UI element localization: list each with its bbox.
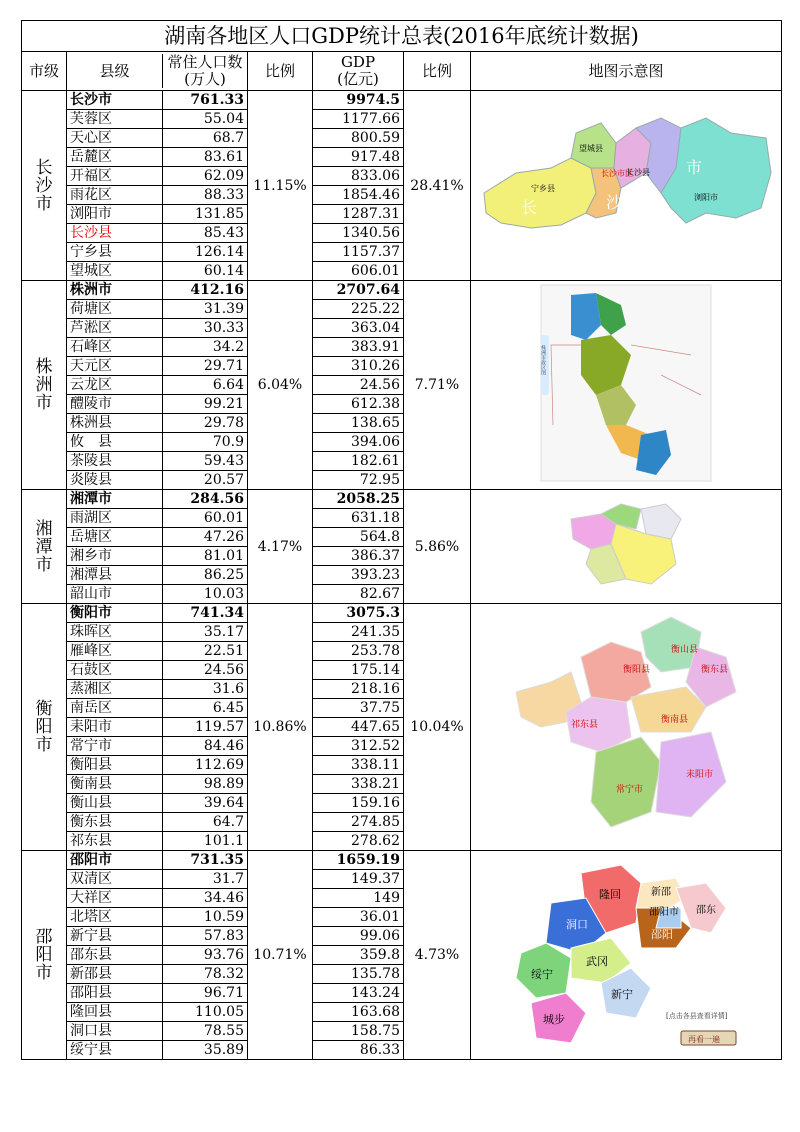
population-value: 59.43 [163, 452, 248, 470]
county-name: 邵阳县 [70, 985, 112, 1001]
map-image [471, 490, 782, 604]
population-value: 57.83 [163, 927, 248, 945]
gdp-value: 149 [313, 889, 404, 908]
county-population-cell [67, 186, 248, 205]
header-gdp-line1: GDP [340, 53, 376, 71]
county-name: 湘潭市 [70, 491, 112, 507]
population-value: 34.2 [163, 338, 248, 356]
population-value: 24.56 [163, 661, 248, 679]
gdp-value: 363.04 [313, 319, 404, 338]
header-city: 市级 [22, 52, 67, 91]
population-value: 22.51 [163, 642, 248, 660]
county-population-cell [67, 91, 248, 110]
population-value: 99.21 [163, 395, 248, 413]
gdp-value: 86.33 [313, 1041, 404, 1060]
gdp-value: 338.21 [313, 775, 404, 794]
county-name: 珠晖区 [70, 624, 112, 640]
county-name: 长沙县 [70, 225, 112, 241]
gdp-value: 2058.25 [313, 490, 404, 509]
population-value: 70.9 [163, 433, 248, 451]
gdp-value: 218.16 [313, 680, 404, 699]
population-value: 31.39 [163, 300, 248, 318]
county-population-cell [67, 623, 248, 642]
city-char: 株 [35, 357, 53, 377]
county-population-cell [67, 832, 248, 851]
county-population-cell [67, 1041, 248, 1060]
gdp-value: 393.23 [313, 566, 404, 585]
county-population-cell [67, 680, 248, 699]
gdp-value: 72.95 [313, 471, 404, 490]
gdp-ratio: 4.73% [404, 851, 471, 1060]
gdp-ratio: 7.71% [404, 281, 471, 490]
city-char: 阳 [35, 717, 53, 737]
gdp-value: 149.37 [313, 870, 404, 889]
county-name: 湘潭县 [70, 567, 112, 583]
county-population-cell [67, 490, 248, 509]
county-name: 北塔区 [70, 909, 112, 925]
county-population-cell [67, 433, 248, 452]
county-name: 蒸湘区 [70, 681, 112, 697]
population-value: 110.05 [163, 1003, 248, 1021]
map-label: 城步 [543, 1012, 566, 1026]
city-char: 阳 [35, 945, 53, 965]
gdp-value: 225.22 [313, 300, 404, 319]
map-label: 新宁 [611, 987, 634, 1001]
gdp-value: 447.65 [313, 718, 404, 737]
county-name: 浏阳市 [70, 206, 112, 222]
zhuzhou-map [541, 285, 711, 481]
population-value: 29.71 [163, 357, 248, 375]
county-population-cell [67, 699, 248, 718]
header-county [67, 52, 248, 91]
gdp-value: 631.18 [313, 509, 404, 528]
map-label: 长 [521, 198, 538, 217]
population-value: 126.14 [163, 243, 248, 261]
county-name: 开福区 [70, 168, 112, 184]
gdp-value: 278.62 [313, 832, 404, 851]
map-label: 邵阳市 [649, 906, 680, 918]
gdp-ratio: 10.04% [404, 604, 471, 851]
population-value: 412.16 [163, 281, 248, 299]
county-population-cell [67, 300, 248, 319]
county-name: 茶陵县 [70, 453, 112, 469]
gdp-value: 833.06 [313, 167, 404, 186]
city-char: 衡 [35, 699, 53, 719]
population-value: 93.76 [163, 946, 248, 964]
map-label: 绥宁 [531, 967, 554, 981]
county-name: 绥宁县 [70, 1042, 112, 1058]
county-name: 大祥区 [70, 890, 112, 906]
population-value: 284.56 [163, 490, 248, 508]
gdp-value: 1340.56 [313, 224, 404, 243]
county-population-cell [67, 224, 248, 243]
county-name: 株洲市 [70, 282, 112, 298]
changsha-map [476, 113, 776, 253]
gdp-value: 135.78 [313, 965, 404, 984]
population-value: 30.33 [163, 319, 248, 337]
population-value: 29.78 [163, 414, 248, 432]
population-value: 47.26 [163, 528, 248, 546]
county-name: 新邵县 [70, 966, 112, 982]
gdp-value: 9974.5 [313, 91, 404, 110]
table-row [22, 91, 782, 110]
county-population-cell [67, 737, 248, 756]
header-map: 地图示意图 [471, 52, 782, 91]
county-name: 湘乡市 [70, 548, 112, 564]
gdp-value: 24.56 [313, 376, 404, 395]
gdp-value: 163.68 [313, 1003, 404, 1022]
population-value: 98.89 [163, 775, 248, 793]
county-name: 长沙市 [70, 92, 112, 108]
county-name: 醴陵市 [70, 396, 112, 412]
map-label: 常宁市 [616, 785, 644, 795]
county-population-cell [67, 414, 248, 433]
hengyang-map [511, 612, 741, 837]
gdp-value: 1177.66 [313, 110, 404, 129]
population-value: 81.01 [163, 547, 248, 565]
map-image [471, 281, 782, 490]
county-name: 衡山县 [70, 795, 112, 811]
table-row [22, 490, 782, 509]
county-population-cell [67, 205, 248, 224]
city-name [22, 604, 67, 851]
gdp-value: 99.06 [313, 927, 404, 946]
population-value: 35.89 [163, 1041, 248, 1059]
gdp-value: 2707.64 [313, 281, 404, 300]
map-label: 浏阳市 [694, 193, 719, 202]
map-label: 衡南县 [661, 715, 689, 725]
map-caption: [点击各县查看详情] [666, 1011, 728, 1020]
population-value: 119.57 [163, 718, 248, 736]
county-population-cell [67, 604, 248, 623]
county-name: 韶山市 [70, 586, 112, 602]
county-name: 衡南县 [70, 776, 112, 792]
gdp-value: 175.14 [313, 661, 404, 680]
population-value: 6.64 [163, 376, 248, 394]
city-name [22, 851, 67, 1060]
county-population-cell [67, 167, 248, 186]
county-name: 邵东县 [70, 947, 112, 963]
gdp-value: 182.61 [313, 452, 404, 471]
gdp-value: 1157.37 [313, 243, 404, 262]
county-name: 株洲县 [70, 415, 112, 431]
county-name: 耒阳市 [70, 719, 112, 735]
gdp-ratio: 28.41% [404, 91, 471, 281]
population-value: 60.01 [163, 509, 248, 527]
gdp-value: 312.52 [313, 737, 404, 756]
table-row [22, 604, 782, 623]
county-population-cell [67, 528, 248, 547]
gdp-value: 386.37 [313, 547, 404, 566]
county-population-cell [67, 319, 248, 338]
replay-button-label[interactable]: 再看一遍 [688, 1034, 721, 1044]
county-population-cell [67, 566, 248, 585]
gdp-value: 606.01 [313, 262, 404, 281]
gdp-value: 253.78 [313, 642, 404, 661]
county-population-cell [67, 984, 248, 1003]
map-label: 邵阳 [651, 927, 674, 941]
map-image [471, 91, 782, 281]
county-name: 雨湖区 [70, 510, 112, 526]
county-population-cell [67, 509, 248, 528]
county-name: 岳塘区 [70, 529, 112, 545]
county-name: 炎陵县 [70, 472, 112, 488]
population-ratio: 10.71% [248, 851, 313, 1060]
header-gdp [313, 52, 404, 91]
county-population-cell [67, 281, 248, 300]
city-char: 市 [35, 193, 53, 214]
population-value: 83.61 [163, 148, 248, 166]
map-label: 市 [686, 158, 703, 177]
population-value: 64.7 [163, 813, 248, 831]
population-value: 741.34 [163, 604, 248, 622]
county-population-cell [67, 452, 248, 471]
county-name: 祁东县 [70, 833, 112, 849]
county-population-cell [67, 1022, 248, 1041]
population-value: 731.35 [163, 851, 248, 869]
county-name: 衡阳市 [70, 605, 112, 621]
county-population-cell [67, 927, 248, 946]
gdp-value: 159.16 [313, 794, 404, 813]
county-name: 新宁县 [70, 928, 112, 944]
header-pop-ratio: 比例 [248, 52, 313, 91]
county-population-cell [67, 148, 248, 167]
city-char: 市 [35, 963, 53, 983]
map-image [471, 604, 782, 851]
gdp-ratio: 5.86% [404, 490, 471, 604]
population-value: 35.17 [163, 623, 248, 641]
header-county-label: 县级 [99, 61, 130, 80]
map-label: 长沙县 [626, 168, 651, 177]
county-population-cell [67, 718, 248, 737]
county-population-cell [67, 338, 248, 357]
population-value: 78.55 [163, 1022, 248, 1040]
header-population-line2: (万人) [184, 70, 226, 88]
county-name: 望城区 [70, 263, 112, 279]
population-value: 68.7 [163, 129, 248, 147]
city-char: 邵 [35, 927, 53, 947]
population-value: 78.32 [163, 965, 248, 983]
city-char: 潭 [35, 536, 53, 557]
county-name: 雁峰区 [70, 643, 112, 659]
county-name: 荷塘区 [70, 301, 112, 317]
population-value: 10.59 [163, 908, 248, 926]
population-value: 62.09 [163, 167, 248, 185]
population-value: 761.33 [163, 91, 248, 109]
county-name: 天元区 [70, 358, 112, 374]
map-label: 洞口 [566, 917, 589, 931]
county-population-cell [67, 129, 248, 148]
city-char: 沙 [35, 175, 53, 196]
map-label: 衡阳县 [623, 665, 651, 675]
county-population-cell [67, 775, 248, 794]
county-name: 岳麓区 [70, 149, 112, 165]
county-population-cell [67, 243, 248, 262]
gdp-value: 274.85 [313, 813, 404, 832]
county-name: 衡阳县 [70, 757, 112, 773]
gdp-value: 1287.31 [313, 205, 404, 224]
map-label: 衡东县 [701, 665, 729, 675]
map-image [471, 851, 782, 1060]
county-population-cell [67, 661, 248, 680]
statistics-table [21, 20, 782, 1060]
population-value: 85.43 [163, 224, 248, 242]
county-population-cell [67, 642, 248, 661]
county-name: 攸 县 [70, 434, 112, 450]
gdp-value: 917.48 [313, 148, 404, 167]
county-population-cell [67, 794, 248, 813]
shaoyang-map [491, 853, 761, 1053]
gdp-value: 1659.19 [313, 851, 404, 870]
county-population-cell [67, 395, 248, 414]
city-name [22, 91, 67, 281]
gdp-value: 158.75 [313, 1022, 404, 1041]
header-population-line1: 常住人口数 [167, 53, 243, 71]
county-population-cell [67, 1003, 248, 1022]
population-value: 96.71 [163, 984, 248, 1002]
city-char: 市 [35, 554, 53, 575]
gdp-value: 359.8 [313, 946, 404, 965]
map-label: 邵东 [696, 904, 717, 916]
population-value: 86.25 [163, 566, 248, 584]
county-population-cell [67, 376, 248, 395]
map-label: 耒阳市 [686, 770, 714, 780]
city-char: 湘 [35, 518, 53, 539]
county-population-cell [67, 946, 248, 965]
map-label: 武冈 [586, 954, 609, 968]
gdp-value: 1854.46 [313, 186, 404, 205]
county-population-cell [67, 965, 248, 984]
county-name: 常宁市 [70, 738, 112, 754]
gdp-value: 612.38 [313, 395, 404, 414]
county-name: 芙蓉区 [70, 111, 112, 127]
gdp-value: 82.67 [313, 585, 404, 604]
population-value: 6.45 [163, 699, 248, 717]
gdp-value: 3075.3 [313, 604, 404, 623]
city-char: 洲 [35, 375, 53, 395]
county-population-cell [67, 547, 248, 566]
population-value: 34.46 [163, 889, 248, 907]
table-row [22, 281, 782, 300]
county-population-cell [67, 813, 248, 832]
map-label: 沙 [606, 193, 623, 212]
page-title: 湖南各地区人口GDP统计总表(2016年底统计数据) [22, 21, 782, 52]
city-name [22, 490, 67, 604]
population-value: 131.85 [163, 205, 248, 223]
county-population-cell [67, 870, 248, 889]
county-population-cell [67, 889, 248, 908]
county-name: 衡东县 [70, 814, 112, 830]
county-population-cell [67, 756, 248, 775]
gdp-value: 394.06 [313, 433, 404, 452]
population-ratio: 11.15% [248, 91, 313, 281]
gdp-value: 138.65 [313, 414, 404, 433]
population-value: 84.46 [163, 737, 248, 755]
table-row [22, 851, 782, 870]
population-value: 88.33 [163, 186, 248, 204]
population-value: 31.6 [163, 680, 248, 698]
city-char: 市 [35, 393, 53, 413]
population-value: 112.69 [163, 756, 248, 774]
city-name [22, 281, 67, 490]
county-name: 南岳区 [70, 700, 112, 716]
county-population-cell [67, 471, 248, 490]
county-population-cell [67, 110, 248, 129]
map-label: 株洲市政区图 [540, 344, 547, 375]
gdp-value: 564.8 [313, 528, 404, 547]
header-gdp-ratio: 比例 [404, 52, 471, 91]
county-name: 邵阳市 [70, 852, 112, 868]
population-value: 20.57 [163, 471, 248, 489]
map-label: 衡山县 [671, 645, 699, 655]
county-name: 隆回县 [70, 1004, 112, 1020]
county-name: 芦淞区 [70, 320, 112, 336]
county-population-cell [67, 262, 248, 281]
population-ratio: 10.86% [248, 604, 313, 851]
header-gdp-line2: (亿元) [337, 70, 379, 88]
gdp-value: 800.59 [313, 129, 404, 148]
city-char: 市 [35, 735, 53, 755]
population-value: 39.64 [163, 794, 248, 812]
gdp-value: 36.01 [313, 908, 404, 927]
map-label: 新邵 [651, 886, 672, 898]
county-population-cell [67, 585, 248, 604]
gdp-value: 338.11 [313, 756, 404, 775]
population-value: 60.14 [163, 262, 248, 280]
map-label: 祁东县 [571, 720, 599, 730]
gdp-value: 143.24 [313, 984, 404, 1003]
county-name: 宁乡县 [70, 244, 112, 260]
map-label: 长沙市区 [601, 169, 634, 178]
county-name: 洞口县 [70, 1023, 112, 1039]
county-population-cell [67, 908, 248, 927]
population-value: 55.04 [163, 110, 248, 128]
population-value: 101.1 [163, 832, 248, 850]
county-name: 天心区 [70, 130, 112, 146]
population-value: 31.7 [163, 870, 248, 888]
population-ratio: 4.17% [248, 490, 313, 604]
header-population [163, 54, 248, 88]
city-char: 长 [35, 157, 53, 178]
county-name: 石鼓区 [70, 662, 112, 678]
county-population-cell [67, 357, 248, 376]
population-ratio: 6.04% [248, 281, 313, 490]
county-name: 云龙区 [70, 377, 112, 393]
population-value: 10.03 [163, 585, 248, 603]
county-name: 双清区 [70, 871, 112, 887]
county-population-cell [67, 851, 248, 870]
map-label: 隆回 [599, 887, 622, 901]
map-label: 望城县 [579, 144, 604, 153]
county-name: 雨花区 [70, 187, 112, 203]
gdp-value: 310.26 [313, 357, 404, 376]
county-name: 石峰区 [70, 339, 112, 355]
gdp-value: 241.35 [313, 623, 404, 642]
gdp-value: 383.91 [313, 338, 404, 357]
map-label: 宁乡县 [531, 184, 556, 193]
xiangtan-map [561, 499, 691, 589]
gdp-value: 37.75 [313, 699, 404, 718]
